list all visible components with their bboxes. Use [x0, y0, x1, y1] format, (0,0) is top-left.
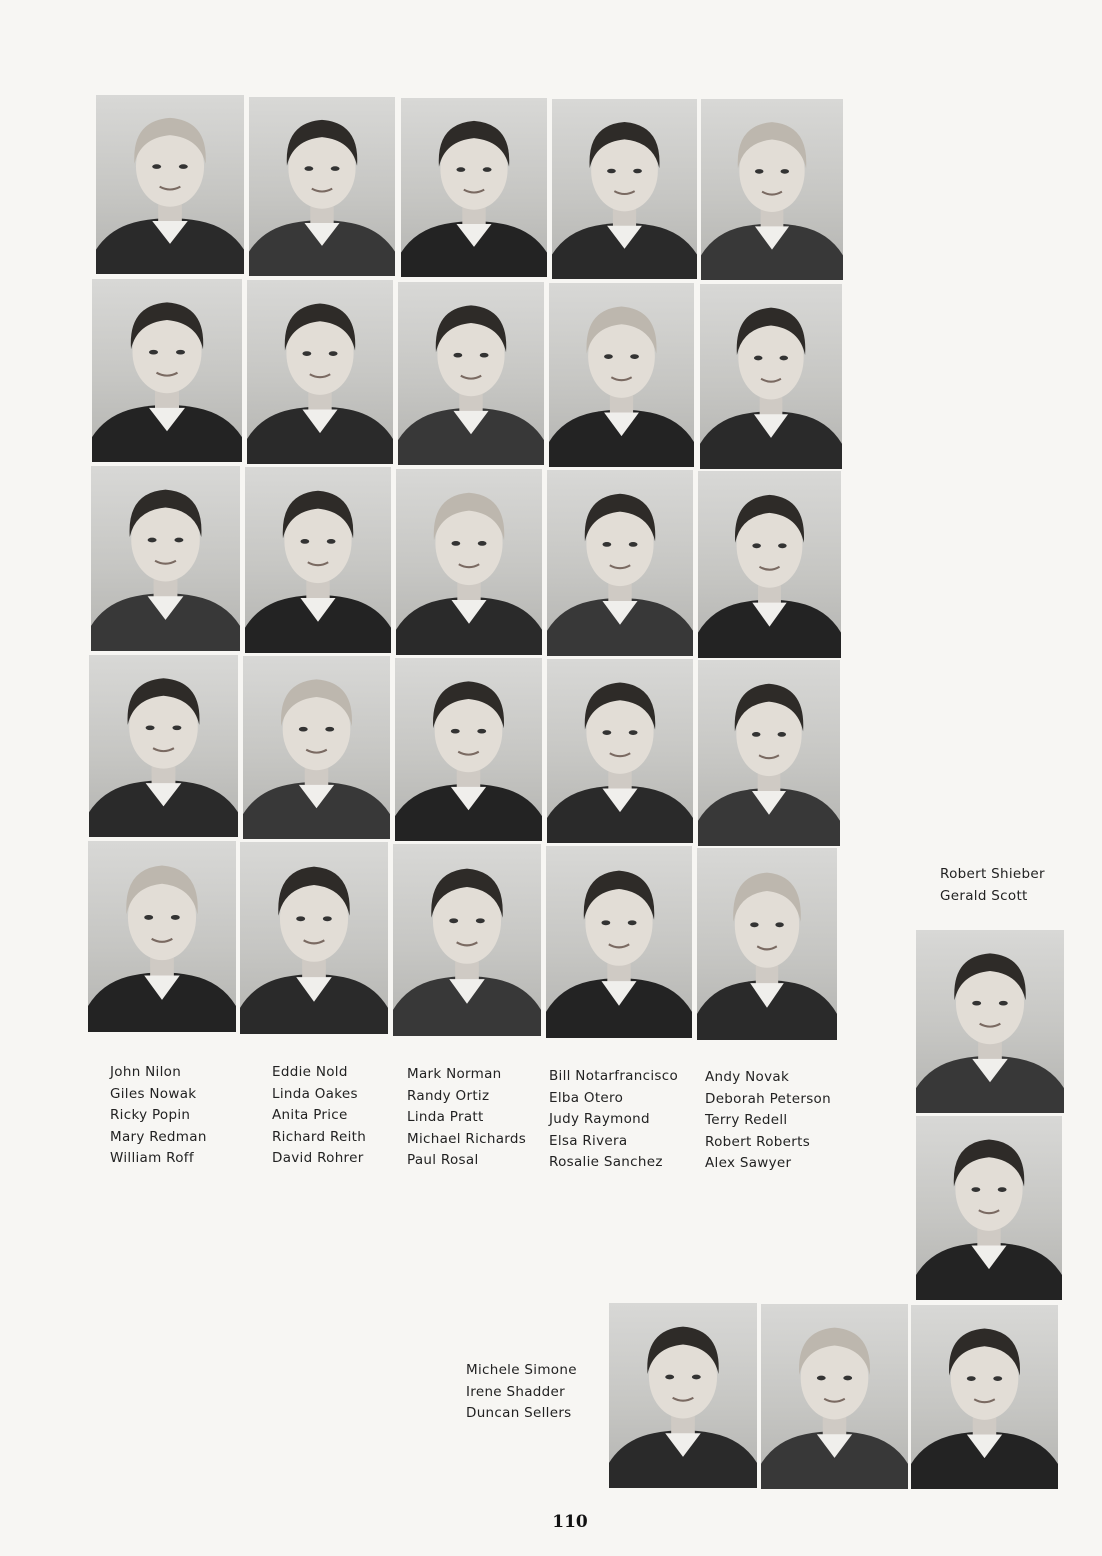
- student-name: Ricky Popin: [110, 1107, 191, 1123]
- student-name: Terry Redell: [705, 1112, 788, 1128]
- portrait-silhouette: [247, 280, 393, 464]
- student-name: Linda Oakes: [272, 1085, 358, 1102]
- portrait-photo: [393, 844, 541, 1036]
- portrait-silhouette: [240, 842, 388, 1034]
- student-name: Mary Redman: [110, 1128, 207, 1145]
- portrait-photo: [546, 846, 692, 1038]
- portrait-silhouette: [243, 656, 390, 839]
- portrait-photo: [547, 659, 693, 843]
- portrait-silhouette: [398, 282, 544, 465]
- portrait-silhouette: [546, 846, 692, 1038]
- student-name: Gerald Scott: [940, 887, 1028, 904]
- student-name: Deborah Peterson: [705, 1090, 831, 1107]
- student-name: Richard Reith: [272, 1128, 367, 1145]
- student-name: David Rohrer: [272, 1150, 364, 1166]
- portrait-silhouette: [547, 470, 693, 656]
- name-column-3: [407, 1064, 526, 1172]
- student-name: Mark Norman: [407, 1066, 502, 1082]
- student-name: Irene Shadder: [466, 1383, 565, 1400]
- page-number: 110: [552, 1512, 588, 1532]
- portrait-silhouette: [401, 98, 547, 277]
- portrait-photo: [249, 97, 395, 276]
- portrait-photo: [96, 95, 244, 274]
- student-name: Randy Ortiz: [407, 1087, 490, 1104]
- portrait-photo: [396, 469, 542, 655]
- name-column-4: [549, 1066, 678, 1174]
- portrait-photo: [395, 658, 542, 841]
- bottom-name-list: [466, 1360, 577, 1425]
- portrait-silhouette: [701, 99, 843, 280]
- portrait-photo: [552, 99, 697, 279]
- portrait-silhouette: [245, 467, 391, 653]
- portrait-silhouette: [547, 659, 693, 843]
- portrait-photo: [398, 282, 544, 465]
- portrait-silhouette: [698, 471, 841, 658]
- student-name: Linda Pratt: [407, 1109, 484, 1125]
- name-column-1: [110, 1062, 207, 1170]
- portrait-photo: [547, 470, 693, 656]
- student-name: Robert Roberts: [705, 1133, 811, 1150]
- portrait-photo: [701, 99, 843, 280]
- portrait-silhouette: [92, 279, 242, 462]
- portrait-silhouette: [396, 469, 542, 655]
- student-name: Elba Otero: [549, 1089, 624, 1106]
- portrait-photo: [92, 279, 242, 462]
- portrait-silhouette: [761, 1304, 908, 1489]
- portrait-silhouette: [249, 97, 395, 276]
- portrait-silhouette: [549, 283, 694, 467]
- portrait-silhouette: [96, 95, 244, 274]
- portrait-silhouette: [395, 658, 542, 841]
- portrait-silhouette: [91, 466, 240, 651]
- student-name: Robert Shieber: [940, 866, 1045, 882]
- student-name: Michael Richards: [407, 1130, 527, 1147]
- student-name: John Nilon: [110, 1064, 182, 1080]
- student-name: Eddie Nold: [272, 1064, 348, 1080]
- portrait-photo: [91, 466, 240, 651]
- student-name: Andy Novak: [705, 1069, 790, 1085]
- student-name: Duncan Sellers: [466, 1405, 572, 1421]
- portrait-silhouette: [88, 841, 236, 1032]
- student-name: Judy Raymond: [549, 1111, 650, 1127]
- portrait-photo: [698, 660, 840, 846]
- portrait-photo: [243, 656, 390, 839]
- portrait-silhouette: [700, 284, 842, 469]
- portrait-silhouette: [89, 655, 238, 837]
- portrait-photo: [240, 842, 388, 1034]
- student-name: Anita Price: [272, 1107, 348, 1123]
- portrait-silhouette: [393, 844, 541, 1036]
- student-name: Alex Sawyer: [705, 1155, 792, 1171]
- portrait-photo: [609, 1303, 757, 1488]
- portrait-photo: [700, 284, 842, 469]
- student-name: Elsa Rivera: [549, 1132, 628, 1149]
- student-name: Paul Rosal: [407, 1152, 479, 1168]
- portrait-photo: [88, 841, 236, 1032]
- portrait-photo: [245, 467, 391, 653]
- portrait-photo: [89, 655, 238, 837]
- portrait-photo: [916, 930, 1064, 1113]
- portrait-photo: [698, 471, 841, 658]
- portrait-photo: [761, 1304, 908, 1489]
- portrait-photo: [247, 280, 393, 464]
- portrait-silhouette: [552, 99, 697, 279]
- name-column-2: [272, 1062, 366, 1170]
- student-name: Giles Nowak: [110, 1085, 197, 1102]
- student-name: Michele Simone: [466, 1362, 577, 1378]
- portrait-photo: [697, 848, 837, 1040]
- portrait-photo: [911, 1305, 1058, 1489]
- side-name-list: [940, 864, 1045, 907]
- portrait-silhouette: [916, 930, 1064, 1113]
- portrait-silhouette: [697, 848, 837, 1040]
- portrait-silhouette: [911, 1305, 1058, 1489]
- student-name: Bill Notarfrancisco: [549, 1068, 678, 1084]
- portrait-silhouette: [609, 1303, 757, 1488]
- student-name: William Roff: [110, 1150, 194, 1166]
- portrait-silhouette: [698, 660, 840, 846]
- portrait-photo: [549, 283, 694, 467]
- portrait-silhouette: [916, 1116, 1062, 1300]
- portrait-photo: [401, 98, 547, 277]
- portrait-photo: [916, 1116, 1062, 1300]
- name-column-5: [705, 1067, 831, 1175]
- student-name: Rosalie Sanchez: [549, 1154, 663, 1170]
